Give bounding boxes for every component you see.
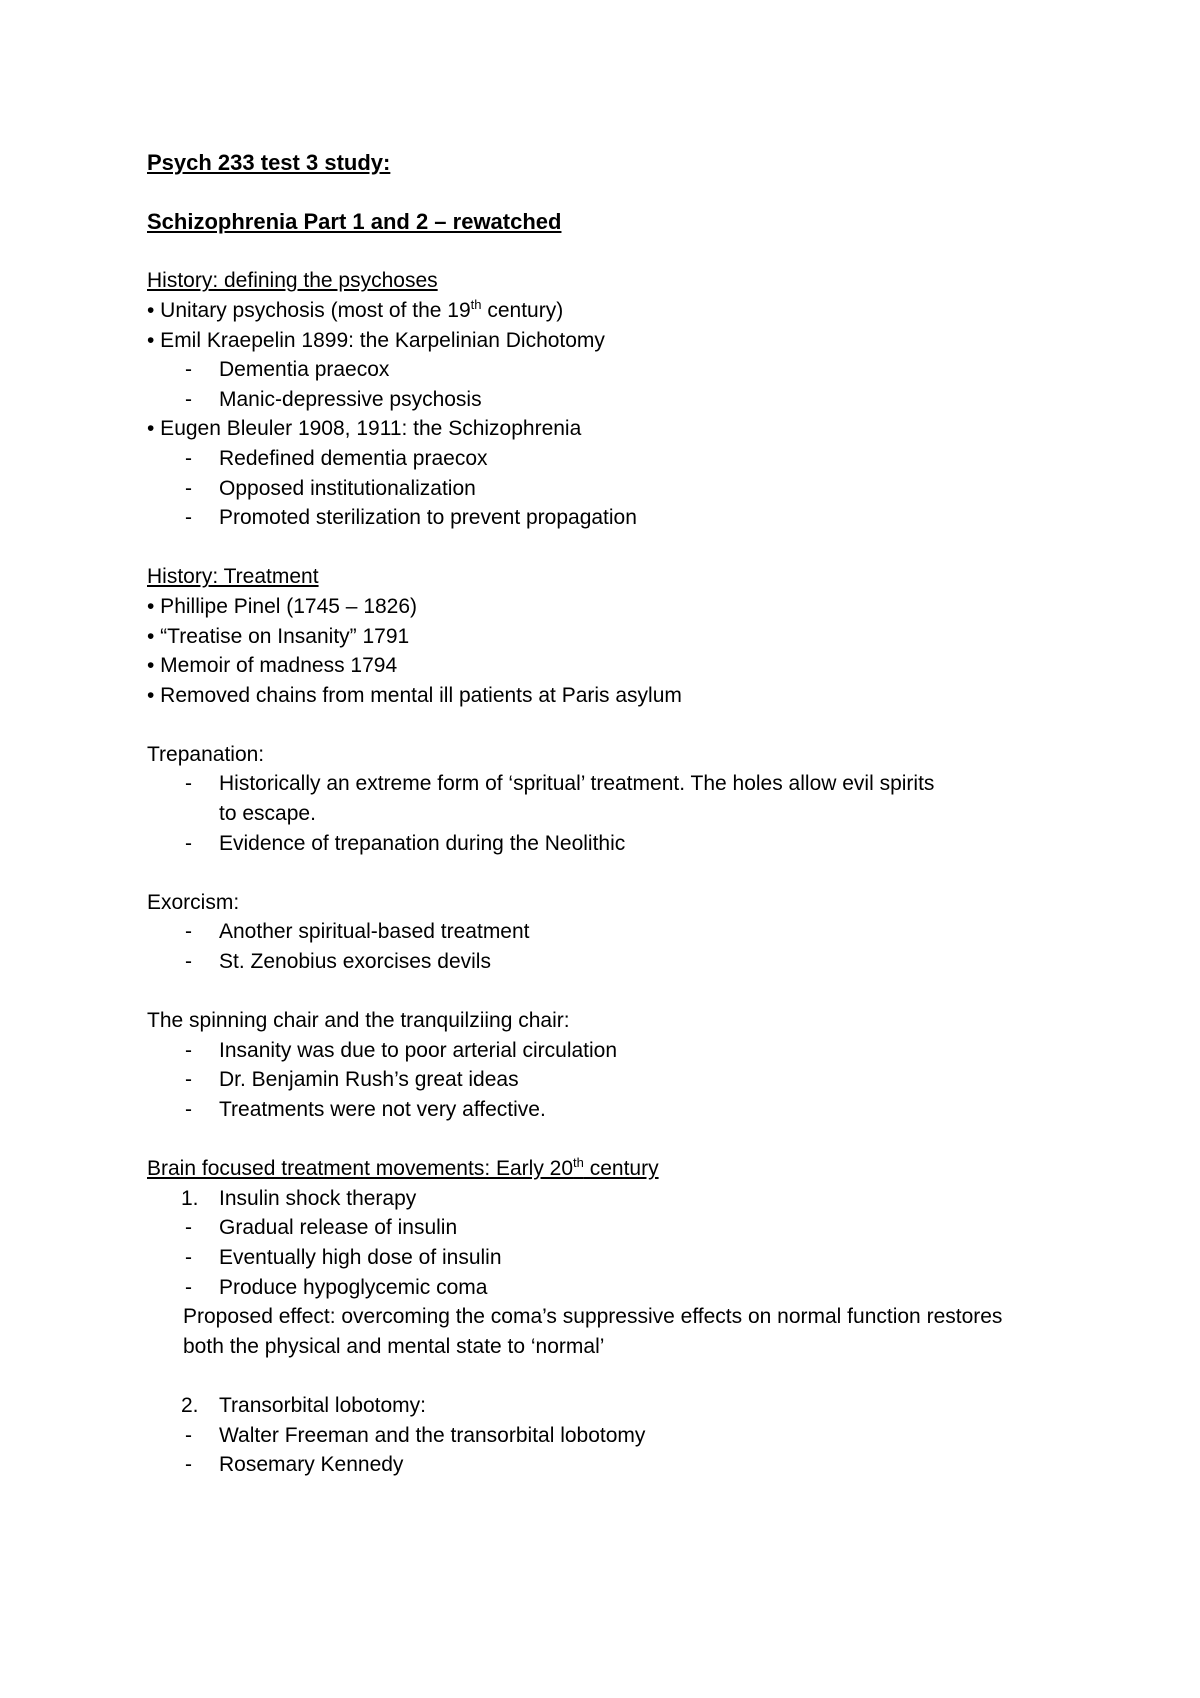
- heading-brain-treatment: Brain focused treatment movements: Early 20th century: [147, 1155, 659, 1181]
- dash-item: - Manic-depressive psychosis: [147, 385, 1107, 415]
- heading-trepanation: Trepanation:: [147, 742, 265, 766]
- dash-item: - Evidence of trepanation during the Neolithic: [147, 829, 1107, 859]
- proposed-effect: Proposed effect: overcoming the coma’s suppressive effects on normal function restores both the physical and mental state to ‘normal’: [183, 1305, 1003, 1358]
- section-heading: Schizophrenia Part 1 and 2 – rewatched: [147, 209, 562, 235]
- dash-item: - Rosemary Kennedy: [147, 1450, 1107, 1480]
- document-title: Psych 233 test 3 study:: [147, 150, 391, 175]
- dash-item: - Opposed institutionalization: [147, 474, 1107, 504]
- heading-exorcism: Exorcism:: [147, 890, 240, 914]
- dash-item: - Produce hypoglycemic coma: [147, 1273, 1107, 1303]
- dash-item: - Redefined dementia praecox: [147, 444, 1107, 474]
- bullet-item: • Memoir of madness 1794: [147, 654, 398, 678]
- list-number: 1.: [181, 1186, 199, 1210]
- dash-item: - Walter Freeman and the transorbital lobotomy: [147, 1421, 1107, 1451]
- bullet-kraepelin: • Emil Kraepelin 1899: the Karpelinian Dichotomy: [147, 328, 605, 352]
- numbered-item-2: 2. Transorbital lobotomy:: [147, 1391, 1107, 1421]
- bullet-item: • Phillipe Pinel (1745 – 1826): [147, 594, 418, 618]
- dash-item: - Treatments were not very affective.: [147, 1095, 1107, 1125]
- bullet-bleuler: • Eugen Bleuler 1908, 1911: the Schizophrenia: [147, 417, 582, 441]
- dash-item: - Dr. Benjamin Rush’s great ideas: [147, 1065, 1107, 1095]
- bullet-unitary-psychosis: • Unitary psychosis (most of the 19th century): [147, 296, 564, 322]
- bullet-item: • “Treatise on Insanity” 1791: [147, 624, 410, 648]
- dash-item: - Historically an extreme form of ‘spritual’ treatment. The holes allow evil spirits to escape.: [147, 769, 1107, 828]
- dash-item: - Another spiritual-based treatment: [147, 917, 1107, 947]
- bullet-item: • Removed chains from mental ill patients at Paris asylum: [147, 683, 682, 707]
- dash-item: - Promoted sterilization to prevent propagation: [147, 503, 1107, 533]
- dash-item: - Eventually high dose of insulin: [147, 1243, 1107, 1273]
- dash-item: - Insanity was due to poor arterial circulation: [147, 1036, 1107, 1066]
- dash-item: - St. Zenobius exorcises devils: [147, 947, 1107, 977]
- document-page: [147, 148, 1107, 1480]
- dash-item: - Dementia praecox: [147, 355, 1107, 385]
- dash-item: - Gradual release of insulin: [147, 1213, 1107, 1243]
- list-number: 2.: [181, 1393, 199, 1417]
- heading-chairs: The spinning chair and the tranquilziing chair:: [147, 1009, 570, 1033]
- heading-history-psychoses: History: defining the psychoses: [147, 269, 438, 293]
- numbered-item-1: 1. Insulin shock therapy: [147, 1184, 1107, 1214]
- heading-history-treatment: History: Treatment: [147, 565, 319, 589]
